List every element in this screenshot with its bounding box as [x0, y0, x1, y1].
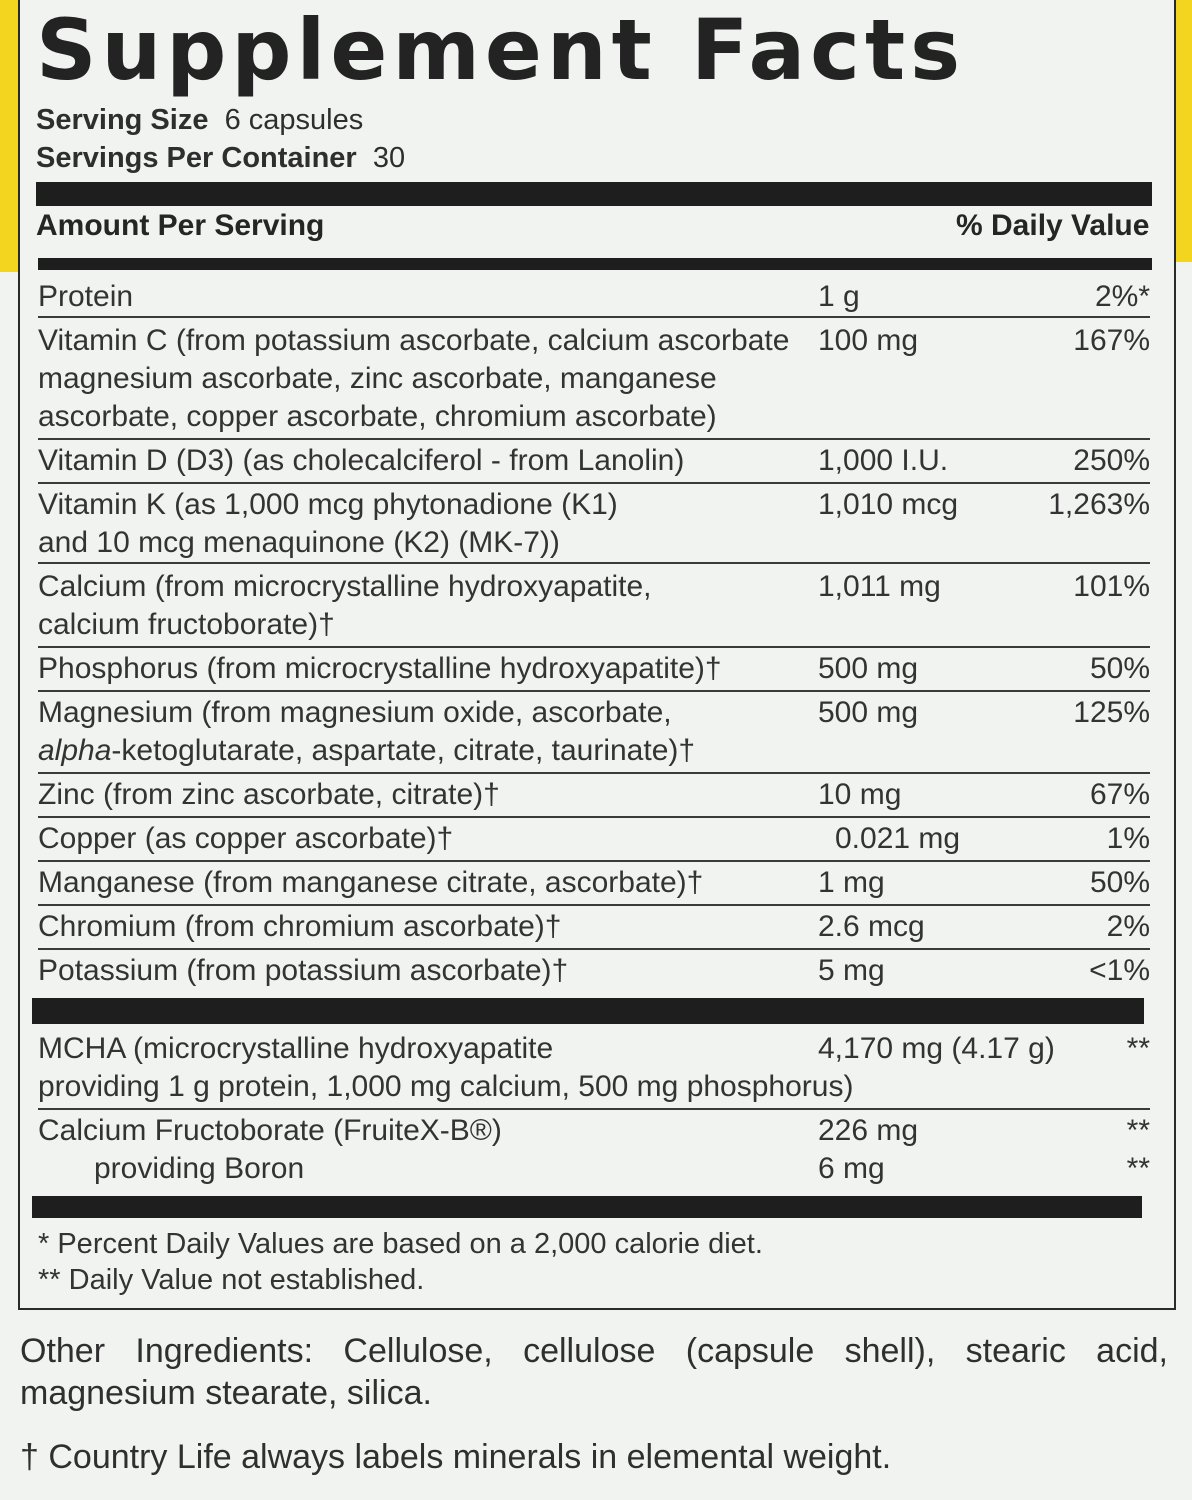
nutrient-name-line: Copper (as copper ascorbate)†	[38, 822, 454, 855]
nutrient-daily-value: 167%	[1073, 324, 1150, 357]
nutrient-name	[38, 322, 789, 436]
nutrient-amount: 2.6 mcg	[818, 910, 925, 943]
row-divider	[38, 690, 1150, 692]
row-divider	[38, 562, 1150, 564]
nutrient-amount: 5 mg	[818, 954, 885, 987]
nutrient-daily-value: <1%	[1089, 954, 1150, 987]
other-nutrient-amount: 6 mg	[818, 1152, 885, 1185]
divider-thick	[32, 1196, 1142, 1218]
nutrient-name-line: Phosphorus (from microcrystalline hydroxyapatite)†	[38, 652, 722, 685]
servings-per-container	[36, 140, 405, 176]
row-divider	[38, 1108, 1150, 1110]
nutrient-daily-value: 101%	[1073, 570, 1150, 603]
table-row	[38, 650, 1152, 688]
nutrient-name	[38, 952, 568, 990]
other-nutrient-daily-value: **	[1126, 1032, 1150, 1065]
other-nutrient-amount: 4,170 mg (4.17 g)	[818, 1032, 1055, 1065]
nutrient-amount: 1,011 mg	[818, 570, 941, 603]
nutrient-amount: 1,010 mcg	[818, 488, 959, 521]
table-row	[38, 776, 1152, 814]
other-nutrient-name-line: providing 1 g protein, 1,000 mg calcium, 500 mg phosphorus)	[38, 1070, 854, 1103]
yellow-border-right	[1176, 0, 1192, 262]
nutrient-name	[38, 650, 722, 688]
other-nutrient-amount: 226 mg	[818, 1114, 919, 1147]
table-row	[38, 952, 1152, 990]
row-divider	[38, 948, 1150, 950]
table-row	[38, 908, 1152, 946]
divider-thick	[36, 182, 1152, 206]
other-nutrient-daily-value: **	[1126, 1152, 1150, 1185]
nutrient-name-line: Magnesium (from magnesium oxide, ascorbate,	[38, 696, 672, 729]
nutrient-name	[38, 486, 618, 562]
row-divider	[38, 438, 1150, 440]
table-row	[38, 442, 1152, 480]
nutrient-name-line: Calcium (from microcrystalline hydroxyapatite,	[38, 570, 652, 603]
nutrient-daily-value: 2%	[1106, 910, 1150, 943]
table-row	[38, 864, 1152, 902]
elemental-weight-note: † Country Life always labels minerals in elemental weight.	[20, 1438, 892, 1476]
nutrient-name	[38, 442, 684, 480]
nutrient-amount: 100 mg	[818, 324, 919, 357]
nutrient-name-line: and 10 mcg menaquinone (K2) (MK-7))	[38, 526, 560, 559]
nutrient-name	[38, 776, 500, 814]
row-divider	[38, 772, 1150, 774]
other-ingredients: Other Ingredients: Cellulose, cellulose (capsule shell), stearic acid,	[20, 1332, 1168, 1370]
nutrient-name	[38, 864, 703, 902]
nutrient-name-line: Vitamin D (D3) (as cholecalciferol - from Lanolin)	[38, 444, 685, 477]
other-nutrient-name-line: providing Boron	[94, 1152, 305, 1185]
nutrient-name	[38, 694, 695, 770]
nutrient-name	[38, 278, 133, 316]
other-nutrient-daily-value: **	[1126, 1114, 1150, 1147]
nutrient-name-line: magnesium ascorbate, zinc ascorbate, manganese	[38, 362, 717, 395]
nutrient-amount: 500 mg	[818, 652, 919, 685]
other-ingredients-continued: magnesium stearate, silica.	[20, 1374, 432, 1412]
nutrient-name-line: Potassium (from potassium ascorbate)†	[38, 954, 569, 987]
table-row	[38, 568, 1152, 644]
row-divider	[38, 904, 1150, 906]
nutrient-daily-value: 50%	[1089, 652, 1150, 685]
nutrient-name-line: Zinc (from zinc ascorbate, citrate)†	[38, 778, 500, 811]
yellow-border-left	[0, 0, 20, 272]
nutrient-daily-value: 125%	[1073, 696, 1150, 729]
servings-per-container-label: Servings Per Container	[36, 142, 357, 174]
table-row	[38, 322, 1152, 436]
row-divider	[38, 646, 1150, 648]
table-row	[38, 1030, 1152, 1106]
nutrient-daily-value: 67%	[1089, 778, 1150, 811]
nutrient-amount: 0.021 mg	[835, 822, 961, 855]
nutrient-name-line: ascorbate, copper ascorbate, chromium ascorbate)	[38, 400, 717, 433]
row-divider	[38, 860, 1150, 862]
nutrient-name	[38, 820, 453, 858]
nutrient-daily-value: 1%	[1106, 822, 1150, 855]
nutrient-amount: 1 g	[818, 280, 860, 313]
other-nutrient-name	[38, 1112, 502, 1150]
row-divider	[38, 316, 1150, 318]
nutrient-name-line: Manganese (from manganese citrate, ascorbate)†	[38, 866, 704, 899]
nutrient-amount: 1,000 I.U.	[818, 444, 949, 477]
other-nutrient-name	[38, 1030, 853, 1106]
table-row	[38, 278, 1152, 316]
nutrient-amount: 1 mg	[818, 866, 885, 899]
table-row	[38, 820, 1152, 858]
nutrient-name-line: Chromium (from chromium ascorbate)†	[38, 910, 562, 943]
divider-thick	[32, 998, 1144, 1024]
divider-medium	[38, 258, 1152, 270]
nutrient-amount: 500 mg	[818, 696, 919, 729]
nutrient-daily-value: 2%*	[1094, 280, 1150, 313]
other-nutrient-name-line: Calcium Fructoborate (FruiteX-B®)	[38, 1114, 502, 1147]
other-nutrient-name	[94, 1150, 304, 1188]
header-amount-per-serving: Amount Per Serving	[36, 209, 325, 242]
nutrient-name	[38, 568, 652, 644]
nutrient-name-line: calcium fructoborate)†	[38, 608, 335, 641]
table-row	[38, 694, 1152, 770]
nutrient-name	[38, 908, 561, 946]
footnote-not-established: ** Daily Value not established.	[38, 1264, 425, 1296]
nutrient-daily-value: 250%	[1073, 444, 1150, 477]
serving-size	[36, 102, 363, 138]
row-divider	[38, 482, 1150, 484]
nutrient-daily-value: 1,263%	[1048, 488, 1150, 521]
nutrient-name-line: alpha-ketoglutarate, aspartate, citrate, taurinate)†	[38, 734, 696, 767]
serving-size-value: 6 capsules	[224, 104, 364, 136]
nutrient-name-line: Protein	[38, 280, 134, 313]
row-divider	[38, 816, 1150, 818]
page-title: Supplement Facts	[36, 1, 966, 99]
other-nutrient-name-line: MCHA (microcrystalline hydroxyapatite	[38, 1032, 554, 1065]
nutrient-name-line: Vitamin C (from potassium ascorbate, calcium ascorbate	[38, 324, 790, 357]
table-row	[38, 1150, 1152, 1188]
header-daily-value: % Daily Value	[956, 209, 1150, 242]
footnote-daily-values: * Percent Daily Values are based on a 2,000 calorie diet.	[38, 1228, 763, 1260]
serving-size-label: Serving Size	[36, 104, 209, 136]
table-row	[38, 486, 1152, 562]
nutrient-amount: 10 mg	[818, 778, 902, 811]
table-row	[38, 1112, 1152, 1150]
nutrient-daily-value: 50%	[1089, 866, 1150, 899]
nutrient-name-line: Vitamin K (as 1,000 mcg phytonadione (K1)	[38, 488, 618, 521]
servings-per-container-value: 30	[372, 142, 406, 174]
